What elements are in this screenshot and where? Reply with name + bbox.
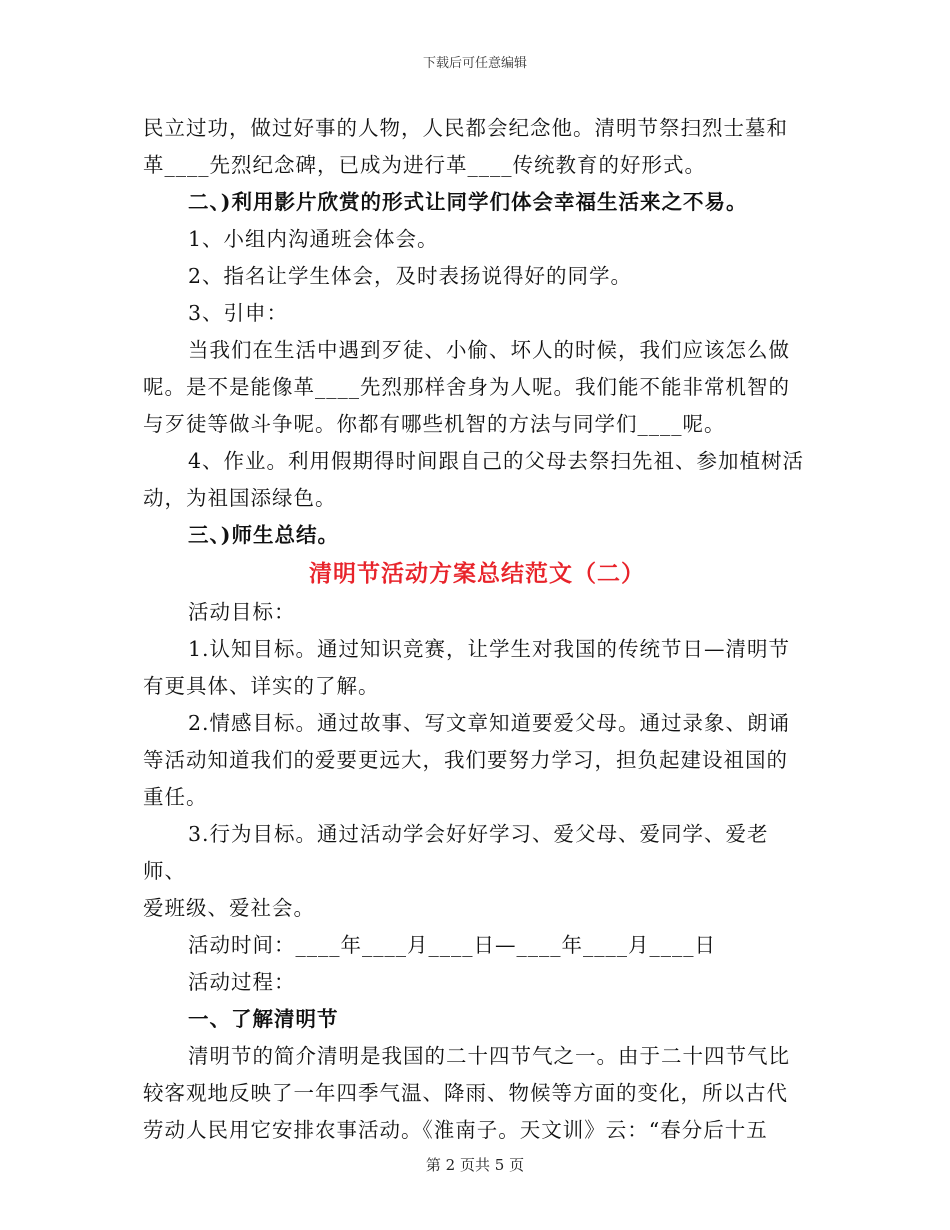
page-footer: 第 2 页共 5 页 (425, 1156, 525, 1174)
page-header: 下载后可任意编辑 (422, 56, 527, 71)
paragraph-line: 等活动知道我们的爱要更远大，我们要努力学习，担负起建设祖国的 (143, 748, 788, 772)
paragraph-line: 较客观地反映了一年四季气温、降雨、物候等方面的变化，所以古代 (143, 1081, 788, 1105)
paragraph-line: 当我们在生活中遇到歹徒、小偷、坏人的时候，我们应该怎么做 (188, 338, 790, 362)
paragraph-line: 呢。是不是能像革____先烈那样舍身为人呢。我们能不能非常机智的 (143, 375, 790, 399)
paragraph-line: 与歹徒等做斗争呢。你都有哪些机智的方法与同学们____呢。 (143, 412, 726, 436)
document-body (143, 110, 811, 1149)
process-label: 活动过程： (188, 970, 296, 994)
goals-label: 活动目标： (188, 600, 296, 624)
section-heading-2: 二、)利用影片欣赏的形式让同学们体会幸福生活来之不易。 (188, 190, 748, 214)
paragraph-line: 革____先烈纪念碑，已成为进行革____传统教育的好形式。 (143, 153, 706, 177)
section-heading-3: 三、)师生总结。 (188, 523, 339, 547)
sub-heading-1: 一、了解清明节 (188, 1007, 339, 1031)
list-item-4: 4、作业。利用假期得时间跟自己的父母去祭扫先祖、参加植树活 (188, 449, 805, 473)
goal-item-1: 1.认知目标。通过知识竞赛，让学生对我国的传统节日—清明节 (188, 637, 791, 661)
paragraph-line: 有更具体、详实的了解。 (143, 674, 380, 698)
list-item-3: 3、引申： (188, 301, 289, 325)
section-title: 清明节活动方案总结范文（二） (309, 560, 645, 587)
list-item-1: 1、小组内沟通班会体会。 (188, 227, 439, 251)
list-item-2: 2、指名让学生体会，及时表扬说得好的同学。 (188, 264, 633, 288)
goal-item-3: 3.行为目标。通过活动学会好好学习、爱父母、爱同学、爱老师、 (143, 822, 769, 883)
paragraph-line: 劳动人民用它安排农事活动。《淮南子。天文训》云：“春分后十五 (143, 1118, 768, 1142)
paragraph-line: 爱班级、爱社会。 (143, 896, 315, 920)
activity-time: 活动时间：____年____月____日—____年____月____日 (188, 933, 716, 957)
paragraph-line: 重任。 (143, 785, 208, 809)
paragraph-line: 清明节的简介清明是我国的二十四节气之一。由于二十四节气比 (188, 1044, 790, 1068)
paragraph-line: 动，为祖国添绿色。 (143, 486, 337, 510)
goal-item-2: 2.情感目标。通过故事、写文章知道要爱父母。通过录象、朗诵 (188, 711, 791, 735)
paragraph-line: 民立过功，做过好事的人物，人民都会纪念他。清明节祭扫烈士墓和 (143, 116, 788, 140)
